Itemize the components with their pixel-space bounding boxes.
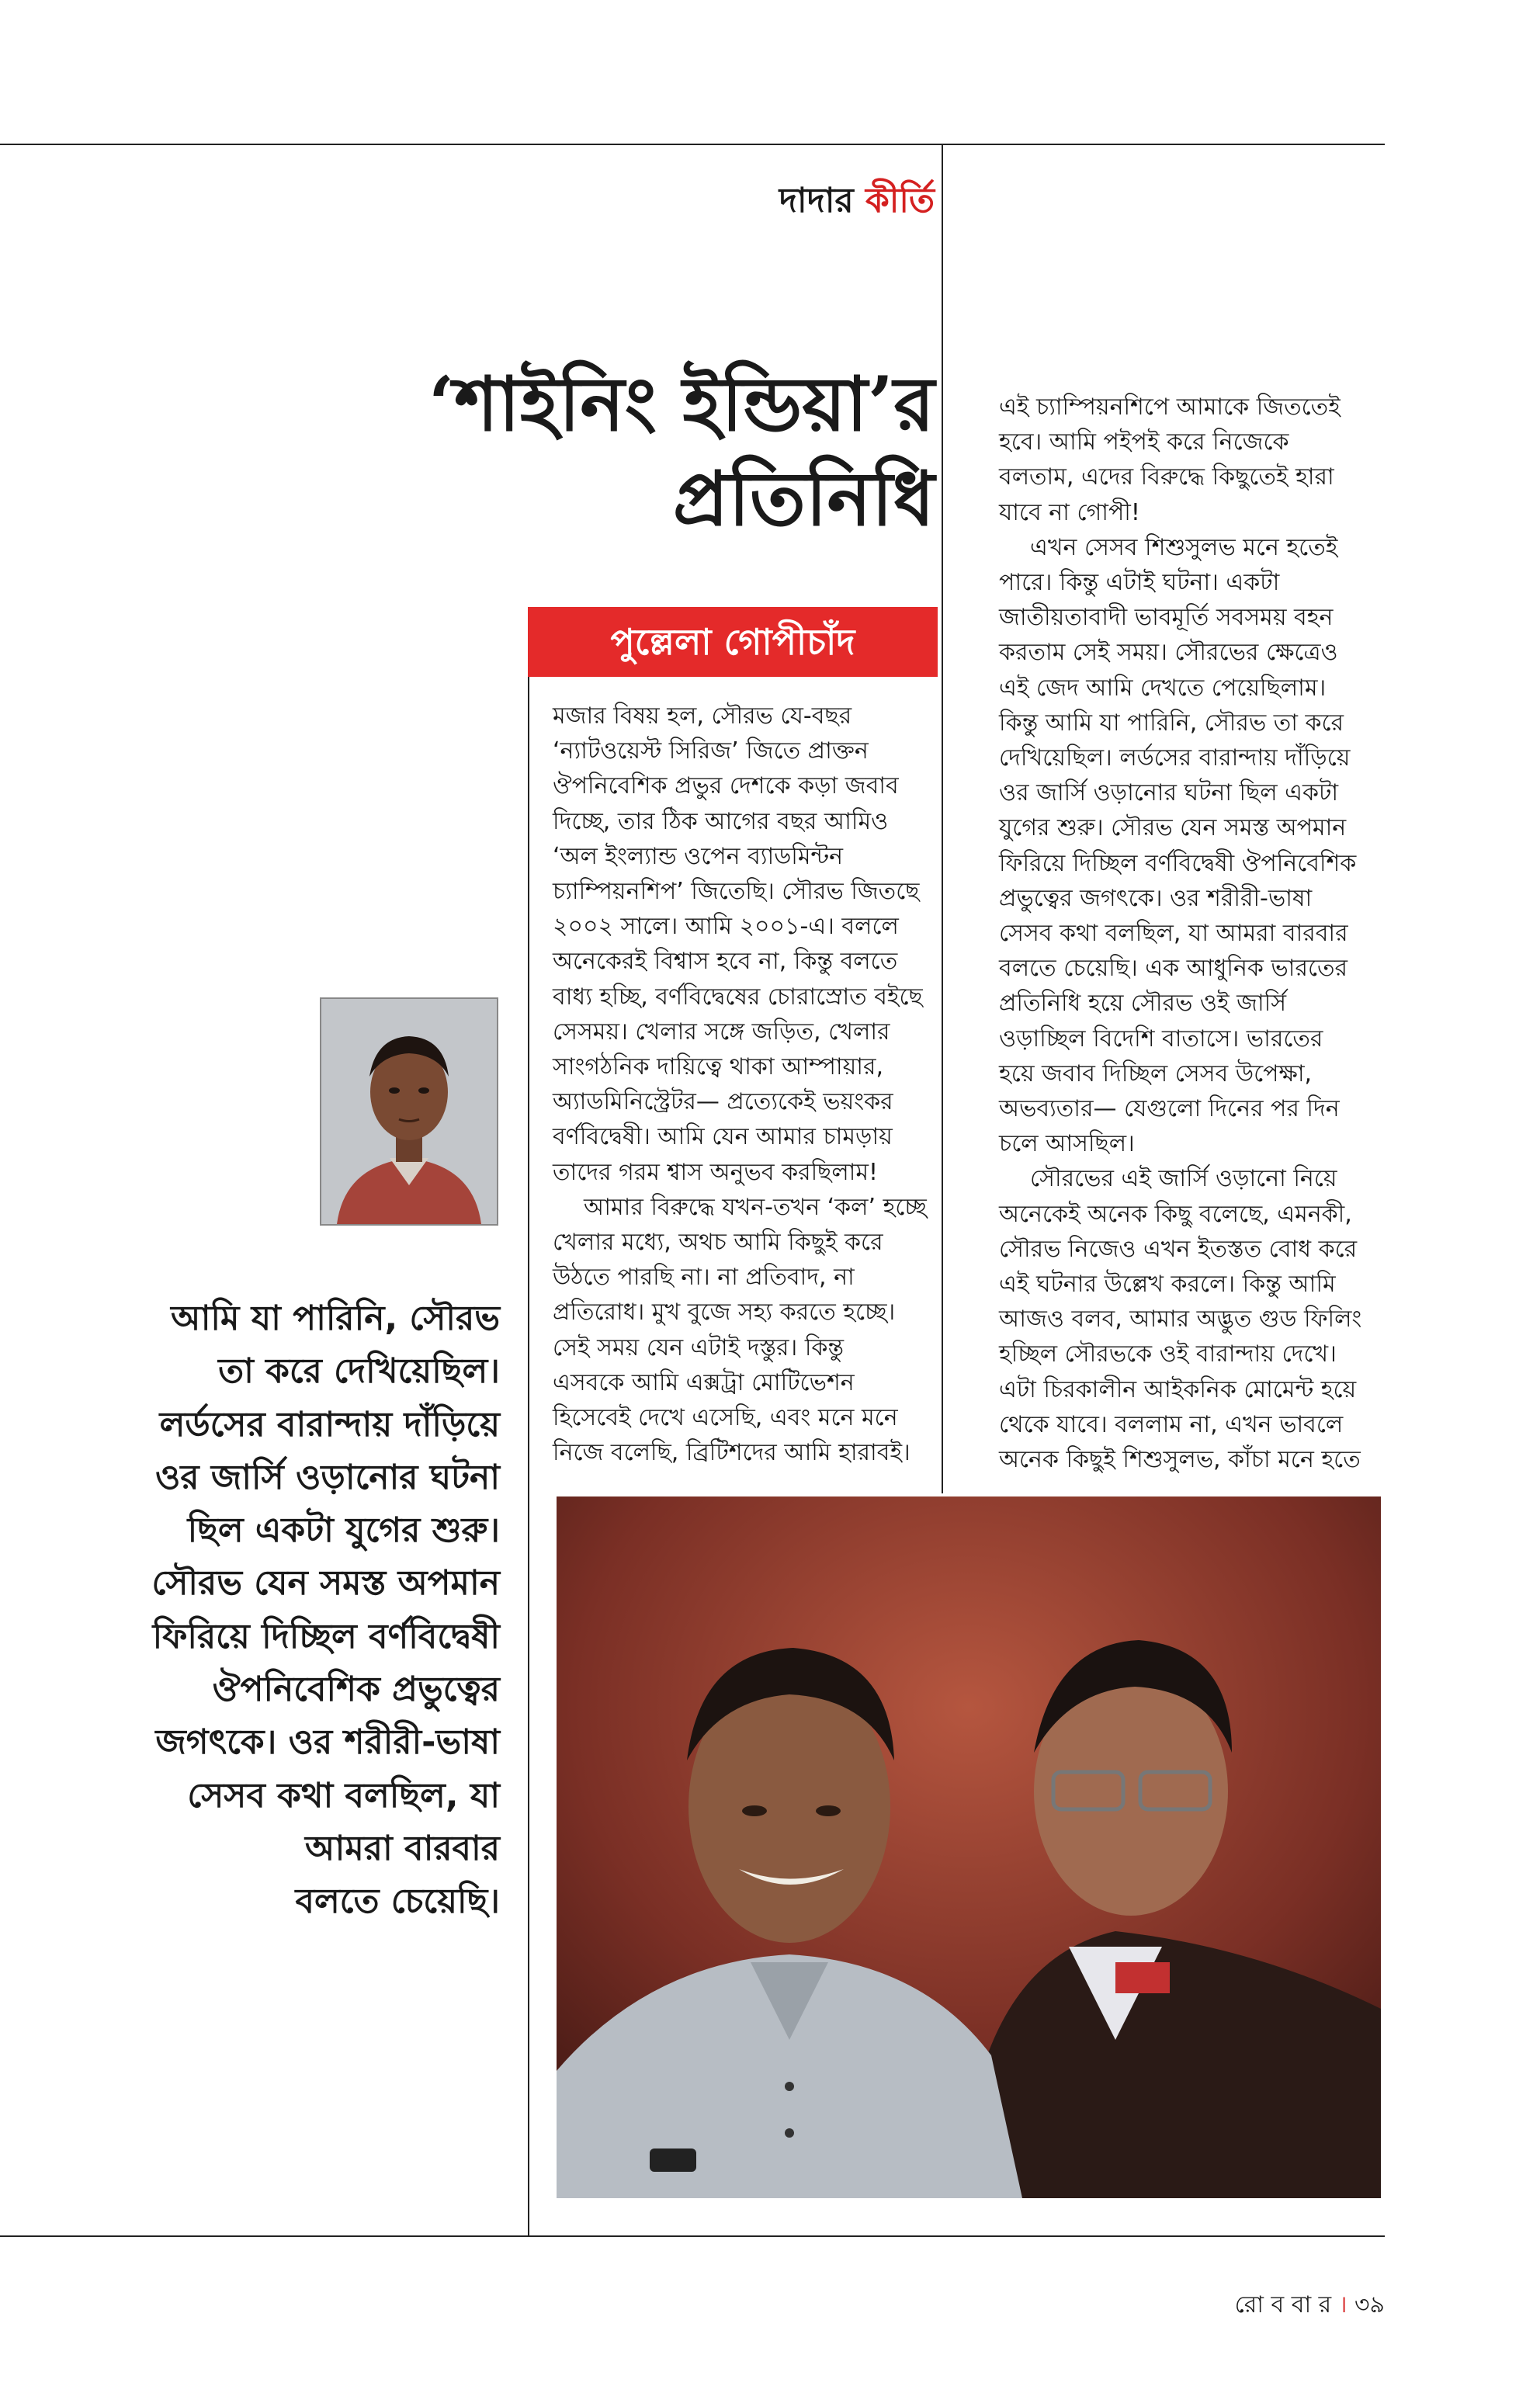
text-line: হচ্ছিল সৌরভকে ওই বারান্দায় দেখে। [999,1340,1337,1368]
headline-line-2: প্রতিনিধি [672,455,935,543]
text-line: ঔপনিবেশিক প্রভুর দেশকে কড়া জবাব [553,772,899,800]
text-line: ওর জার্সি ওড়ানোর ঘটনা ছিল একটা [999,779,1339,807]
text-line: অনেক কিছুই শিশুসুলভ, কাঁচা মনে হতে [999,1446,1361,1474]
text-line: ফিরিয়ে দিচ্ছিল বর্ণবিদ্বেষী ঔপনিবেশিক [999,849,1357,877]
pull-quote-line: ঔপনিবেশিক প্রভুত্বের [212,1670,500,1710]
text-line: চ্যাম্পিয়নশিপ’ জিতেছি। সৌরভ জিতছে [553,878,920,906]
text-line: বলতে চেয়েছি। এক আধুনিক ভারতের [999,955,1348,983]
text-line: জাতীয়তাবাদী ভাবমূর্তি সবসময় বহন [999,604,1334,632]
section-label-prefix: দাদার [779,181,854,220]
text-line: অভব্যতার— যেগুলো দিনের পর দিন [999,1095,1340,1123]
text-line: এই জেদ আমি দেখতে পেয়েছিলাম। [999,674,1327,702]
text-line: উঠতে পারছি না। না প্রতিবাদ, না [553,1264,855,1292]
author-portrait [320,997,498,1226]
pull-quote-line: ফিরিয়ে দিচ্ছিল বর্ণবিদ্বেষী [152,1616,500,1656]
byline: পুল্লেলা গোপীচাঁদ [528,607,938,677]
text-line: পারে। কিন্তু এটাই ঘটনা। একটা [999,569,1280,597]
text-line: এই চ্যাম্পিয়নশিপে আমাকে জিততেই [999,394,1341,421]
text-line: বর্ণবিদ্বেষী। আমি যেন আমার চামড়ায় [553,1123,893,1151]
page-number: ৩৯ [1354,2291,1385,2318]
pull-quote-line: আমরা বারবার [305,1828,500,1868]
text-line: এখন সেসব শিশুসুলভ মনে হতেই [1030,533,1338,561]
text-line: ‘অল ইংল্যান্ড ওপেন ব্যাডমিন্টন [553,842,844,870]
text-line: আমার বিরুদ্ধে যখন-তখন ‘কল’ হচ্ছে [584,1193,927,1221]
section-label-highlight: কীর্তি [865,181,935,220]
text-line: এসবকে আমি এক্সট্রা মোটিভেশন [553,1368,855,1396]
text-line: অ্যাডমিনিস্ট্রেটর— প্রত্যেকেই ভয়ংকর [553,1088,893,1116]
bottom-rule [0,2235,1385,2237]
text-line: হয়ে জবাব দিচ্ছিল সেসব উপেক্ষা, [999,1060,1313,1087]
text-line: সেসময়। খেলার সঙ্গে জড়িত, খেলার [553,1018,890,1046]
pull-quote-line: ছিল একটা যুগের শুরু। [187,1510,500,1551]
text-line: সৌরভ নিজেও এখন ইতস্তত বোধ করে [999,1235,1358,1263]
text-line: চলে আসছিল। [999,1130,1135,1158]
text-line: দিচ্ছে, তার ঠিক আগের বছর আমিও [553,807,889,835]
text-line: কিন্তু আমি যা পারিনি, সৌরভ তা করে [999,709,1344,737]
text-line: করতাম সেই সময়। সৌরভের ক্ষেত্রেও [999,639,1338,667]
text-line: তাদের গরম শ্বাস অনুভব করছিলাম! [553,1158,879,1186]
pull-quote-line: তা করে দেখিয়েছিল। [218,1351,500,1392]
headline [267,357,935,546]
text-line: অনেকেরই বিশ্বাস হবে না, কিন্তু বলতে [553,948,898,976]
page-folio [1235,2286,1385,2325]
article-column-2 [999,390,1372,1477]
folio-publication: রো ব বা র [1234,2291,1332,2318]
text-line: ২০০২ সালে। আমি ২০০১-এ। বললে [553,913,899,941]
section-label [779,175,935,231]
text-line: আজও বলব, আমার অদ্ভুত গুড ফিলিং [999,1306,1362,1333]
text-line: সেই সময় যেন এটাই দস্তুর। কিন্তু [553,1333,845,1361]
text-line: সাংগঠনিক দায়িত্বে থাকা আম্পায়ার, [553,1053,883,1081]
pull-quote-line: সেসব কথা বলছিল, যা [187,1775,500,1816]
text-line: ‘ন্যাটওয়েস্ট সিরিজ’ জিতে প্রাক্তন [553,737,869,765]
text-line: সৌরভের এই জার্সি ওড়ানো নিয়ে [1030,1165,1337,1193]
text-line: যুগের শুরু। সৌরভ যেন সমস্ত অপমান [999,814,1347,842]
folio-separator: । [1338,2291,1348,2318]
text-line: হিসেবেই দেখে এসেছি, এবং মনে মনে [553,1404,898,1432]
article-photo [557,1496,1381,2198]
text-line: থেকে যাবে। বললাম না, এখন ভাবলে [999,1410,1344,1438]
text-line: সেসব কথা বলছিল, যা আমরা বারবার [999,920,1348,948]
text-line: অনেকেই অনেক কিছু বলেছে, এমনকী, [999,1200,1352,1228]
text-line: ওড়াচ্ছিল বিদেশি বাতাসে। ভারতের [999,1025,1323,1053]
text-line: এটা চিরকালীন আইকনিক মোমেন্ট হয়ে [999,1375,1357,1403]
pull-quote-line: জগৎকে। ওর শরীরী-ভাষা [155,1722,500,1763]
column-divider-left [528,677,529,2235]
text-line: বলতাম, এদের বিরুদ্ধে কিছুতেই হারা [999,463,1334,491]
column-divider-top [942,145,943,1493]
text-line: প্রতিরোধ। মুখ বুজে সহ্য করতে হচ্ছে। [553,1299,896,1327]
article-column-1 [553,699,941,1470]
text-line: বাধ্য হচ্ছি, বর্ণবিদ্বেষের চোরাস্রোত বইছে [553,983,923,1011]
photo-illustration [557,1496,1381,2198]
pull-quote-line: বলতে চেয়েছি। [295,1881,500,1922]
pull-quote-line: সৌরভ যেন সমস্ত অপমান [151,1563,500,1604]
portrait-illustration [321,999,497,1224]
text-line: প্রতিনিধি হয়ে সৌরভ ওই জার্সি [999,990,1287,1018]
text-line: নিজে বলেছি, ব্রিটিশদের আমি হারাবই। [553,1439,910,1467]
pull-quote-line: আমি যা পারিনি, সৌরভ [171,1299,500,1338]
text-line: দেখিয়েছিল। লর্ডসের বারান্দায় দাঁড়িয়ে [999,744,1351,772]
text-line: এই ঘটনার উল্লেখ করলে। কিন্তু আমি [999,1271,1336,1299]
text-line: মজার বিষয় হল, সৌরভ যে-বছর [553,702,852,730]
text-line: যাবে না গোপী! [999,498,1140,526]
pull-quote-line: ওর জার্সি ওড়ানোর ঘটনা [155,1457,500,1497]
text-line: হবে। আমি পইপই করে নিজেকে [999,428,1289,456]
text-line: প্রভুত্বের জগৎকে। ওর শরীরী-ভাষা [999,884,1313,912]
headline-line-1: ‘শাইনিং ইন্ডিয়া’র [428,360,935,448]
text-line: খেলার মধ্যে, অথচ আমি কিছুই করে [553,1229,883,1257]
top-rule [0,144,1385,145]
pull-quote-line: লর্ডসের বারান্দায় দাঁড়িয়ে [159,1404,500,1444]
pull-quote [34,1292,500,1929]
